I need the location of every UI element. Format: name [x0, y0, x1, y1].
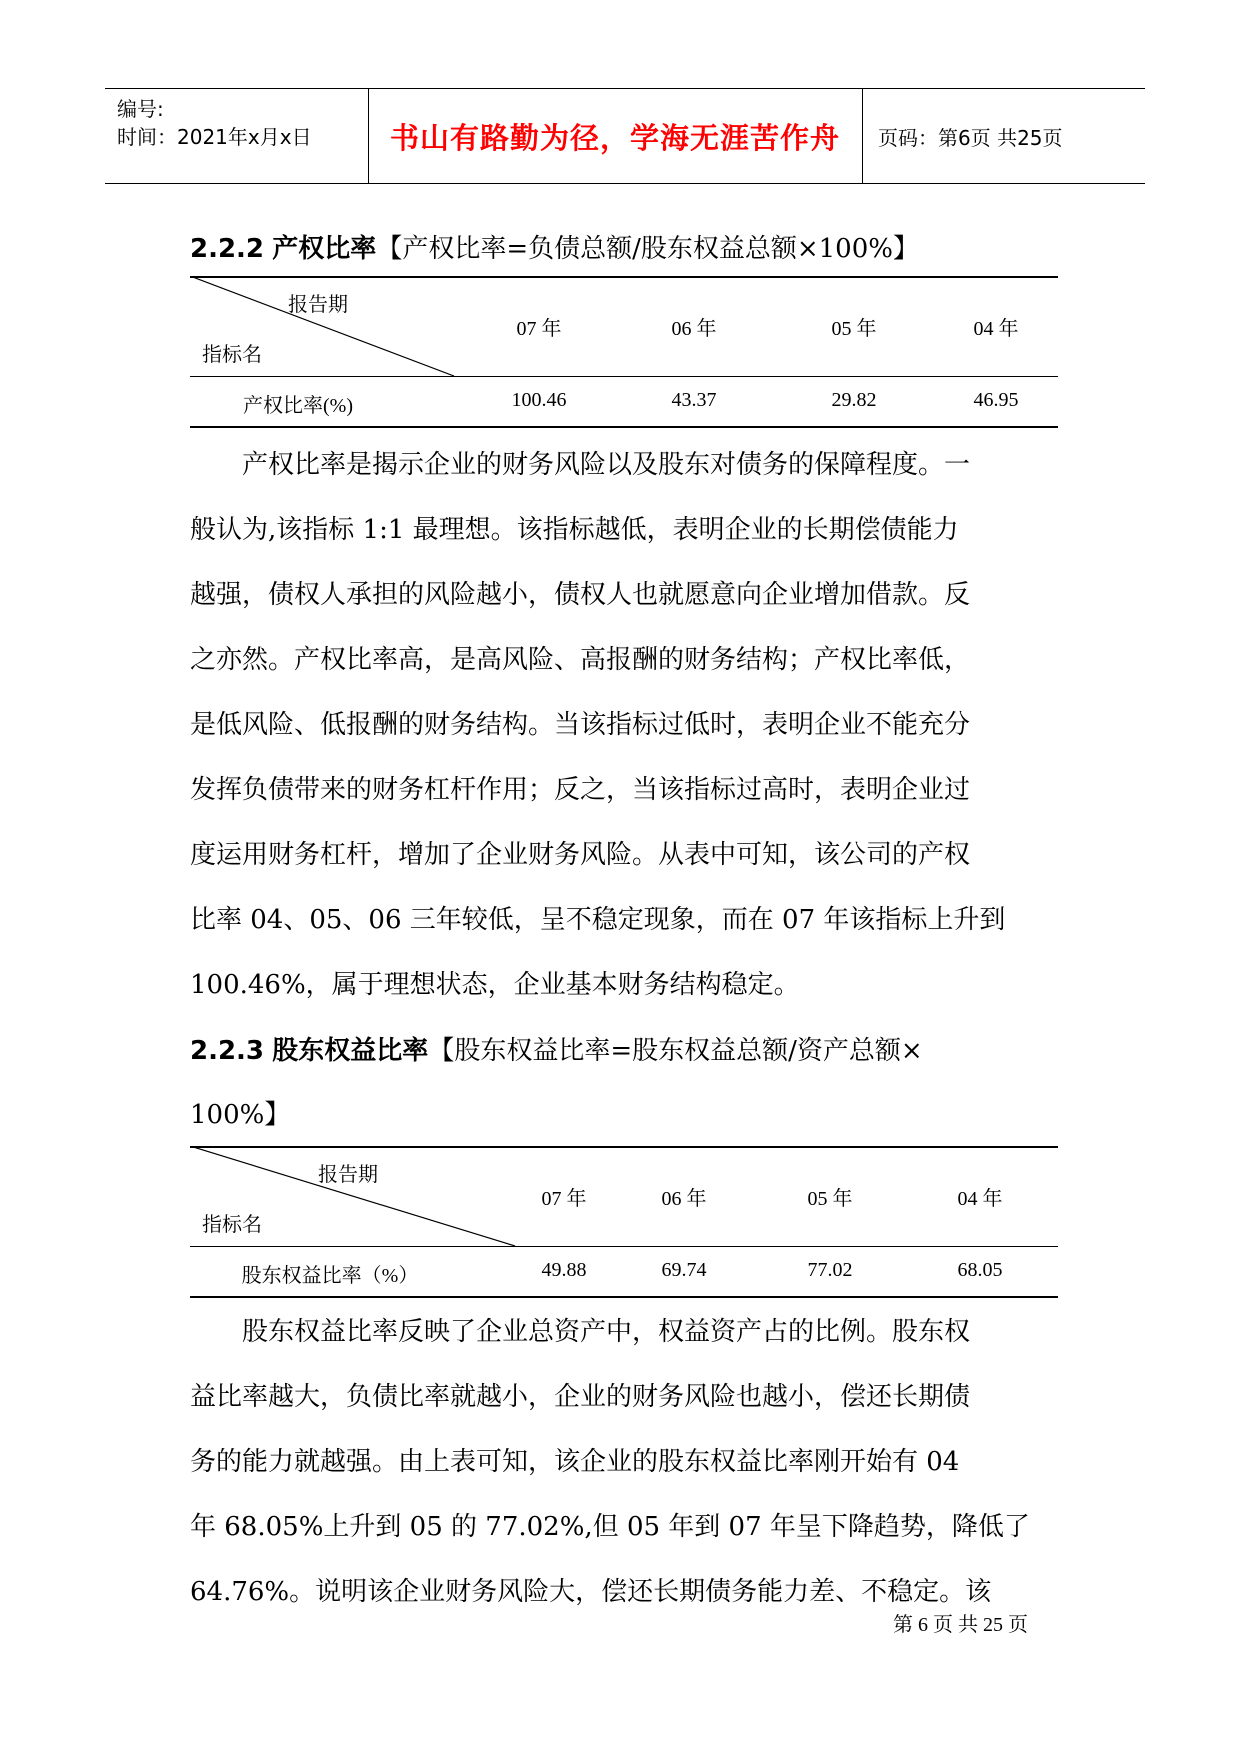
table-column-header: 04 年 — [973, 318, 1019, 340]
table-column-header: 06 年 — [671, 318, 717, 340]
paragraph-line: 是低风险、低报酬的财务结构。当该指标过低时，表明企业不能充分 — [190, 710, 971, 740]
paragraph-line: 度运用财务杠杆，增加了企业财务风险。从表中可知，该公司的产权 — [190, 840, 971, 870]
section-heading-2-2-2 — [190, 228, 919, 265]
doc-time-label: 时间：2021年x月x日 — [117, 125, 312, 149]
paragraph-line: 务的能力就越强。由上表可知，该企业的股东权益比率刚开始有 04 — [190, 1447, 960, 1477]
paragraph-line: 100.46%，属于理想状态，企业基本财务结构稳定。 — [190, 970, 800, 1000]
paragraph-line: 产权比率是揭示企业的财务风险以及股东对债务的保障程度。一 — [242, 450, 971, 480]
table-column-header: 06 年 — [661, 1188, 707, 1210]
table-header-rule — [190, 376, 1058, 377]
table-row-label: 产权比率(%) — [243, 395, 353, 417]
table-header-rule — [190, 1246, 1058, 1247]
doc-number-label: 编号: — [117, 97, 164, 121]
table-column-header: 05 年 — [807, 1188, 853, 1210]
page-footer: 第 6 页 共 25 页 — [893, 1614, 1028, 1636]
paragraph-line: 益比率越大，负债比率就越小，企业的财务风险也越小，偿还长期债 — [190, 1382, 971, 1412]
table-bottom-rule — [190, 1296, 1058, 1298]
paragraph-line: 年 68.05%上升到 05 的 77.02%,但 05 年到 07 年呈下降趋势，降低了 — [190, 1512, 1030, 1542]
section-formula-cont: 100%】 — [190, 1100, 291, 1130]
corner-indicator-label: 指标名 — [202, 1214, 262, 1236]
table-bottom-rule — [190, 426, 1058, 428]
section-formula-continuation — [190, 1094, 290, 1131]
table-column-header: 04 年 — [957, 1188, 1003, 1210]
table-cell: 29.82 — [831, 389, 877, 411]
table-row-label: 股东权益比率（%） — [241, 1265, 419, 1287]
paragraph-line: 越强，债权人承担的风险越小，债权人也就愿意向企业增加借款。反 — [190, 580, 971, 610]
table-cell: 100.46 — [511, 389, 567, 411]
paragraph-line: 比率 04、05、06 三年较低，呈不稳定现象，而在 07 年该指标上升到 — [190, 905, 1006, 935]
header-page-cell — [862, 89, 1145, 183]
header-meta — [105, 89, 369, 183]
section-title: 产权比率 — [272, 234, 377, 264]
table-column-header: 07 年 — [516, 318, 562, 340]
body-paragraph-shareholder-equity — [190, 1300, 1060, 1625]
section-formula: 【股东权益比率=股东权益总额/资产总额× — [428, 1036, 923, 1066]
section-title: 股东权益比率 — [272, 1036, 429, 1066]
table-cell: 49.88 — [541, 1259, 587, 1281]
table-cell: 43.37 — [671, 389, 717, 411]
table-cell: 77.02 — [807, 1259, 853, 1281]
header-page-info: 页码：第6页 共25页 — [878, 125, 1063, 150]
table-column-header: 07 年 — [541, 1188, 587, 1210]
corner-period-label: 报告期 — [318, 1164, 378, 1186]
section-number: 2.2.3 — [190, 1036, 265, 1066]
table-cell: 69.74 — [661, 1259, 707, 1281]
paragraph-line: 股东权益比率反映了企业总资产中，权益资产占的比例。股东权 — [242, 1317, 971, 1347]
section-number: 2.2.2 — [190, 234, 265, 264]
corner-indicator-label: 指标名 — [202, 344, 262, 366]
body-paragraph-equity-ratio — [190, 433, 1060, 1018]
page-header — [105, 88, 1145, 184]
section-formula: 【产权比率=负债总额/股东权益总额×100%】 — [376, 234, 919, 264]
shareholder-equity-ratio-table — [190, 1146, 1058, 1298]
paragraph-line: 般认为,该指标 1:1 最理想。该指标越低，表明企业的长期偿债能力 — [190, 515, 959, 545]
table-cell: 68.05 — [957, 1259, 1003, 1281]
paragraph-line: 发挥负债带来的财务杠杆作用；反之，当该指标过高时，表明企业过 — [190, 775, 971, 805]
header-motto: 书山有路勤为径，学海无涯苦作舟 — [389, 120, 840, 155]
paragraph-line: 64.76%。说明该企业财务风险大，偿还长期债务能力差、不稳定。该 — [190, 1577, 992, 1607]
table-column-header: 05 年 — [831, 318, 877, 340]
header-motto-cell — [368, 89, 863, 183]
paragraph-line: 之亦然。产权比率高，是高风险、高报酬的财务结构；产权比率低， — [190, 645, 971, 675]
corner-period-label: 报告期 — [288, 294, 348, 316]
equity-ratio-table — [190, 276, 1058, 428]
table-cell: 46.95 — [973, 389, 1019, 411]
section-heading-2-2-3 — [190, 1030, 923, 1067]
